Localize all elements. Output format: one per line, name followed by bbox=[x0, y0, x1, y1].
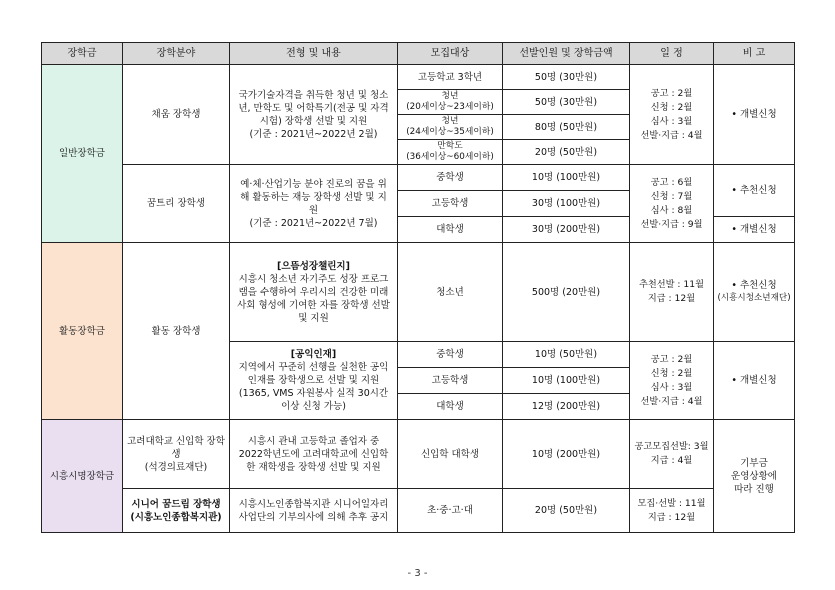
table-row bbox=[42, 165, 795, 191]
public-title: [공익인재] bbox=[290, 349, 337, 360]
amount-cell: 50명 (30만원) bbox=[503, 65, 630, 90]
header-field: 장학분야 bbox=[123, 43, 230, 65]
target-cell: 만학도 (36세이상~60세이하) bbox=[398, 140, 503, 165]
field-korea: 고려대학교 신입학 장학생 (석경의료재단) bbox=[123, 420, 230, 489]
content-korea: 시흥시 관내 고등학교 졸업자 중 2022학년도에 고려대학교에 신입학한 재학생을 장학생 선발 및 지원 bbox=[230, 420, 398, 489]
table-row bbox=[42, 65, 795, 90]
header-schedule: 일 정 bbox=[630, 43, 714, 65]
target-cell: 대학생 bbox=[398, 217, 503, 243]
target-cell: 중학생 bbox=[398, 342, 503, 368]
target-cell: 청년 (20세이상~23세이하) bbox=[398, 90, 503, 115]
target-cell: 고등학생 bbox=[398, 368, 503, 394]
schedule-korea: 공고모집선발: 3월 지급 : 4월 bbox=[630, 420, 714, 489]
header-row bbox=[42, 43, 795, 65]
content-senior: 시흥시노인종합복지관 시니어일자리 사업단의 기부의사에 의해 추후 공지 bbox=[230, 489, 398, 533]
schedule-chaeum: 공고 : 2월 신청 : 2월 심사 : 3월 선발·지급 : 4월 bbox=[630, 65, 714, 165]
amount-cell: 10명 (50만원) bbox=[503, 342, 630, 368]
target-cell: 고등학교 3학년 bbox=[398, 65, 503, 90]
note-chaeum: • 개별신청 bbox=[714, 65, 795, 165]
target-cell: 청년 (24세이상~35세이하) bbox=[398, 115, 503, 140]
content-public: [공익인재] 지역에서 꾸준히 선행을 실천한 공익인재를 장학생으로 선발 및 지원 (1365, VMS 자원봉사 실적 30시간 이상 신청 가능) bbox=[230, 342, 398, 420]
target-cell: 고등학생 bbox=[398, 191, 503, 217]
schedule-senior: 모집·선발 : 11월 지급 : 12월 bbox=[630, 489, 714, 533]
note-kkumtteuri-individual: • 개별신청 bbox=[714, 217, 795, 243]
note-public: • 개별신청 bbox=[714, 342, 795, 420]
amount-cell: 20명 (50만원) bbox=[503, 489, 630, 533]
target-cell: 대학생 bbox=[398, 394, 503, 420]
note-kkumtteuri-recommend: • 추천신청 bbox=[714, 165, 795, 217]
header-target: 모집대상 bbox=[398, 43, 503, 65]
note-designated: 기부금 운영상황에 따라 진행 bbox=[714, 420, 795, 533]
category-activity: 활동장학금 bbox=[42, 243, 123, 420]
header-note: 비 고 bbox=[714, 43, 795, 65]
amount-cell: 30명 (100만원) bbox=[503, 191, 630, 217]
target-cell: 청소년 bbox=[398, 243, 503, 342]
field-chaeum: 채움 장학생 bbox=[123, 65, 230, 165]
amount-cell: 20명 (50만원) bbox=[503, 140, 630, 165]
challenge-title: [으뜸성장챌린지] bbox=[277, 260, 350, 272]
content-challenge: [으뜸성장챌린지] 시흥시 청소년 자기주도 성장 프로그램을 수행하여 우리시의 건강한 미래사회 형성에 기여한 자를 장학생 선발 및 지원 bbox=[230, 243, 398, 342]
amount-cell: 500명 (20만원) bbox=[503, 243, 630, 342]
amount-cell: 10명 (100만원) bbox=[503, 165, 630, 191]
schedule-kkumtteuri: 공고 : 6월 신청 : 7월 심사 : 8월 선발·지급 : 9월 bbox=[630, 165, 714, 243]
target-cell: 초·중·고·대 bbox=[398, 489, 503, 533]
amount-cell: 80명 (50만원) bbox=[503, 115, 630, 140]
header-scholarship: 장학금 bbox=[42, 43, 123, 65]
header-amount: 선발인원 및 장학금액 bbox=[503, 43, 630, 65]
schedule-challenge: 추천선발 : 11월 지급 : 12월 bbox=[630, 243, 714, 342]
amount-cell: 12명 (200만원) bbox=[503, 394, 630, 420]
target-cell: 신입학 대학생 bbox=[398, 420, 503, 489]
amount-cell: 30명 (200만원) bbox=[503, 217, 630, 243]
note-challenge: • 추천신청 (시흥시청소년재단) bbox=[714, 243, 795, 342]
header-content: 전형 및 내용 bbox=[230, 43, 398, 65]
page-number: - 3 - bbox=[407, 568, 428, 579]
content-chaeum: 국가기술자격을 취득한 청년 및 청소년, 만학도 및 어학특기(전공 및 자격시험) 장학생 선발 및 지원 (기준 : 2021년~2022년 2월) bbox=[230, 65, 398, 165]
content-kkumtteuri: 예·체·산업기능 분야 진로의 꿈을 위해 활동하는 재능 장학생 선발 및 지원 (기준 : 2021년~2022년 7월) bbox=[230, 165, 398, 243]
field-activity: 활동 장학생 bbox=[123, 243, 230, 420]
field-kkumtteuri: 꿈트리 장학생 bbox=[123, 165, 230, 243]
category-general: 일반장학금 bbox=[42, 65, 123, 243]
amount-cell: 10명 (200만원) bbox=[503, 420, 630, 489]
schedule-public: 공고 : 2월 신청 : 2월 심사 : 3월 선발·지급 : 4월 bbox=[630, 342, 714, 420]
table-row bbox=[42, 243, 795, 342]
category-designated: 시흥시명장학금 bbox=[42, 420, 123, 533]
field-senior: 시니어 꿈드림 장학생 (시흥노인종합복지관) bbox=[123, 489, 230, 533]
table-row bbox=[42, 489, 795, 533]
amount-cell: 10명 (100만원) bbox=[503, 368, 630, 394]
scholarship-table bbox=[41, 42, 795, 533]
table-row bbox=[42, 420, 795, 489]
target-cell: 중학생 bbox=[398, 165, 503, 191]
amount-cell: 50명 (30만원) bbox=[503, 90, 630, 115]
